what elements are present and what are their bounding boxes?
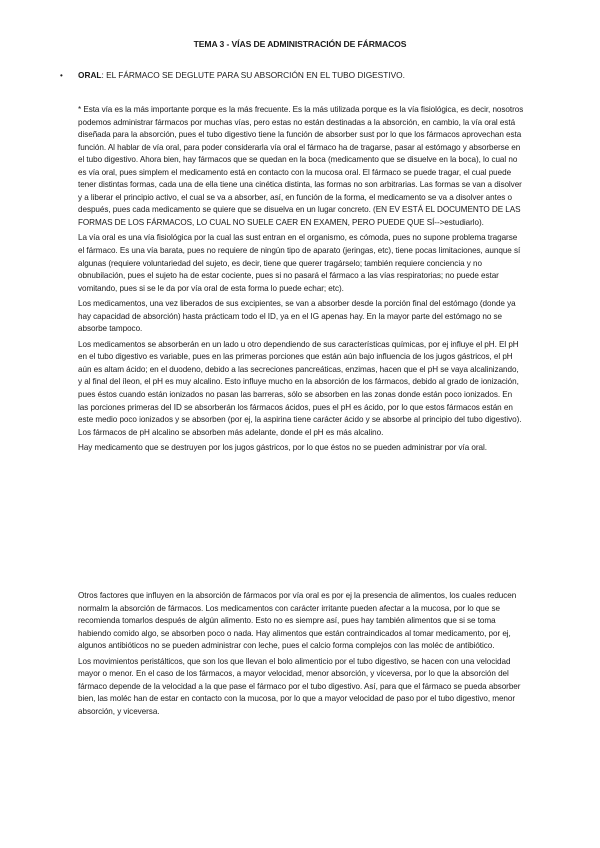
paragraph: * Esta vía es la más importante porque es la más frecuente. Es la más utilizada porque es la vía fisiológica, es decir, nosotros podemos administrar fármacos por muchas vías, pero estas no están destinadas a la absorción, en cambio, la vía oral está diseñada para la absorción, pues el tubo digestivo tiene la función de absorber sust por lo que los fármacos aprovechan esta función. Al hablar de vía oral, para poder considerarla vía oral el fármaco ha de tragarse, pasar al estómago y absorberse en el tubo digestivo. Ahora bien, hay fármacos que se quedan en la boca (medicamento que se disuelve en la boca), lo cual no es vía oral, pues simplem el medicamento está en contacto con la mucosa oral. El fármaco se puede tragar, el cual puede tener distintas formas, cada una de ella tiene una cinética distinta, las formas no son arbitrarias. Las formas se van a disolver y a liberar el principio activo, el cual se va a absorber, así, en función de la forma, el medicamento se va a disolver antes o después, pues cada medicamento se quiere que se disuelva en un lugar concreto. (EN EV ESTÁ EL DOCUMENTO DE LAS FORMAS DE LOS FÁRMACOS, LO CUAL NO SUELE CAER EN EXAMEN, PERO PUEDE QUE SÍ-->estudiarlo). <box>78 105 524 227</box>
paragraph: Los medicamentos se absorberán en un lado u otro dependiendo de sus características químicas, por ej influye el pH. El pH en el tubo digestivo es variable, pues en las primeras porciones que están aún bajo influencia de los jugos gástricos, el pH aún es altam ácido; en el duodeno, debido a las secreciones pancreáticas, enzimas, hacen que el pH se vaya alcalinizando, y al final del íleon, el pH es muy alcalino. Esto influye mucho en la absorción de los fármacos, debido al grado de ionización, pues éstos cuando están ionizados no pasan las barreras, sólo se absorben en las zonas donde están poco ionizados. En las porciones primeras del ID se absorberán los fármacos ácidos, pues el pH es ácido, por lo que estos fármacos están en este medio poco ionizados y se absorben (por ej, la aspirina tiene carácter ácido y se absorbe al principio del tubo digestivo). Los fármacos de pH alcalino se absorben más adelante, donde el pH es más alcalino. <box>78 339 522 437</box>
bullet-description: : EL FÁRMACO SE DEGLUTE PARA SU ABSORCIÓN EN EL TUBO DIGESTIVO. <box>101 70 405 80</box>
paragraph: La vía oral es una vía fisiológica por la cual las sust entran en el organismo, es cómoda, pues no supone problema tragarse el fármaco. Es una vía barata, pues no requiere de ningún tipo de aparato (jeringas, etc), tiene pocas limitaciones, aunque sí algunas (requiere voluntariedad del sujeto, es decir, tiene que querer tragárselo; también requiere conciencia y no obnubilación, pues el sujeto ha de estar cociente, pues si no pasará el fármaco a las vías respiratorias; no puede estar vomitando, pues si se le da por vía oral de esta forma lo puede echar; etc). <box>78 233 521 293</box>
paragraph: Hay medicamento que se destruyen por los jugos gástricos, por lo que éstos no se pueden administrar por vía oral. <box>78 443 487 453</box>
paragraph: Otros factores que influyen en la absorción de fármacos por vía oral es por ej la presencia de alimentos, los cuales reducen normalm la absorción de fármacos. Los medicamentos con carácter irritante pueden afectar a la mucosa, por lo que se recomienda tomarlos después de algún alimento. Esto no es siempre así, pues hay también alimentos que si se toma habiendo comido algo, se absorben poco o nada. Hay alimentos que están contraindicados al tomar medicamento, por ej, algunos antibióticos no se pueden administrar con leche, pues el calcio forma complejos con las moléc de antibiótico. <box>78 591 517 651</box>
paragraph: Los movimientos peristálticos, que son los que llevan el bolo alimenticio por el tubo digestivo, se hacen con una velocidad mayor o menor. En el caso de los fármacos, a mayor velocidad, menor absorción, y viceversa, por lo que la absorción del fármaco depende de la velocidad a la que pase el fármaco por el tubo digestivo. Así, para que el fármaco se pueda absorber bien, las moléc han de estar en contacto con la mucosa, por lo que a mayor velocidad de paso por el tubo digestivo, menor absorción, y viceversa. <box>78 656 521 716</box>
bullet-text <box>78 70 405 81</box>
bullet-marker: • <box>60 71 63 80</box>
paragraph: Los medicamentos, una vez liberados de sus excipientes, se van a absorber desde la porción final del estómago (donde ya hay capacidad de absorción) hasta prácticam todo el ID, ya en el IG apenas hay. En la mayor parte del estómago no se absorbe tampoco. <box>78 299 516 334</box>
bullet-label: ORAL <box>78 70 102 80</box>
section-1-body <box>78 104 524 458</box>
page-title: TEMA 3 - VÍAS DE ADMINISTRACIÓN DE FÁRMACOS <box>193 39 407 49</box>
section-2-body <box>78 590 524 721</box>
